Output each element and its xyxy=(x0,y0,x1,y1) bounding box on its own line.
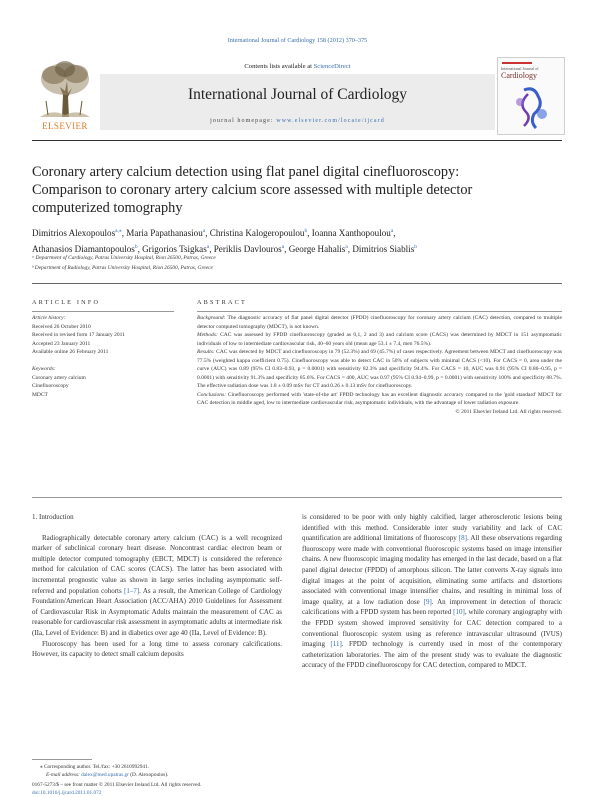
publisher-name: ELSEVIER xyxy=(42,121,88,131)
author-name[interactable]: , Dimitrios Siablis xyxy=(347,244,415,255)
issn-block xyxy=(32,781,282,797)
paragraph xyxy=(32,533,282,639)
email-line xyxy=(32,771,282,779)
results-text: CAC was detected by MDCT and cinefluoroscopy in 79 (52.3%) and 69 (45.7%) of cases respectively. Agreement between MDCT and cinefluoroscopy was 77.5% (weighted kappa coefficient 0.75). Cinefluoroscopy was able to detect CAC in 50% of subjects with minimal CACS (<10). For CACS = 0, area under the curve (AUC) was 0.89 (95% CI 0.83–0.93, p = 0.0001) with sensitivity 82.3% and specificity 94.4%. For CACS = 10, AUC was 0.91 (95% CI 0.86–0.95, p = 0.0001) with sensitivity 91.3% and specificity 85.6%. For CACS = 400, AUC was 0.97 (95% CI 0.94–0.99, p = 0.0001) with sensitivity 100% and specificity 88.7%. The effective radiation dose was 1.8 ± 0.09 mSv for CT and 0.26 ± 0.13 mSv for cinefluoroscopy. xyxy=(197,349,562,389)
background-text: The diagnostic accuracy of flat panel digital detector (FPDD) cinefluoroscopy for coronary artery calcium (CAC) detection, compared to multiple detector computed tomography (MDCT), is not known. xyxy=(197,315,562,330)
doi-link[interactable]: doi:10.1016/j.ijcard.2011.01.072 xyxy=(32,790,102,796)
paragraph-text: . FPDD technology is currently used in most of the contemporary catheterization laboratories. The aim of the present study was to evaluate the diagnostic accuracy of the FPDD cinefluoroscopy for CAC detection, compared to MDCT. xyxy=(302,640,562,670)
citation-link[interactable]: [10] xyxy=(453,608,465,617)
methods-label: Methods: xyxy=(197,332,218,338)
sciencedirect-link[interactable]: ScienceDirect xyxy=(313,63,351,70)
author-name[interactable]: , Maria Papathanasiou xyxy=(121,228,203,239)
conclusions-label: Conclusions: xyxy=(197,391,227,398)
affiliation-b: ᵇ Department of Radiology, Patras University Hospital, Rion 26500, Patras, Greece xyxy=(32,264,213,271)
author-name[interactable]: , George Hahalis xyxy=(284,244,346,255)
paragraph-text: , while coronary angiography with the FPDD system showed improved sensitivity for CAC detection compared to a conventional fluoroscopic system using as reference intravascular ultrasound (IVUS) imaging xyxy=(302,608,562,649)
title-line-1: Coronary artery calcium detection using flat panel digital cinefluoroscopy: xyxy=(32,164,460,180)
author-affil-sup[interactable]: a xyxy=(281,244,285,251)
email-label: E-mail address: xyxy=(46,772,82,778)
footnote xyxy=(32,763,282,779)
keyword: Cinefluoroscopy xyxy=(32,383,69,389)
homepage-prefix: journal homepage: xyxy=(210,118,277,124)
methods-text: CAC was assessed by FPDD cinefluoroscopy (graded as 0,1, 2 and 3) and calcium score (CACS) was determined by MDCT in 151 asymptomatic individuals of low to intermediate cardiovascular risk, 40–60 years old (mean age 53.1 ± 7.4, men 76.5%). xyxy=(197,332,562,347)
section-heading: 1. Introduction xyxy=(32,513,74,521)
journal-homepage xyxy=(100,118,495,124)
author-affil-sup[interactable]: a xyxy=(202,228,206,234)
journal-title: International Journal of Cardiology xyxy=(187,86,408,103)
author-affil-sup[interactable]: a,⁎ xyxy=(115,228,122,234)
footnote-rule xyxy=(32,759,92,760)
body-right-column xyxy=(302,512,562,671)
affiliation-a: ᵃ Department of Cardiology, Patras University Hospital, Rion 26500, Patras, Greece xyxy=(32,255,216,261)
affiliations xyxy=(32,254,562,273)
history-received: Received 26 October 2010 xyxy=(32,323,91,330)
article-info xyxy=(32,314,174,399)
contents-line xyxy=(100,63,495,70)
paragraph-text: . All these observations regarding fluoroscopy were made with conventional fluoroscopic systems based on image intensifier chains. A new fluoroscopic imaging modality has emerged in the last decade, based on a flat panel digital detector (FPDD) of amorphous silicon. The latter converts X-ray signals into digital images at the point of acquisition, eliminating some artifacts and distortions associated with conventional image intensifier chains, and resulting in minimal loss of image quality, at a low radiation dose xyxy=(302,534,562,606)
results-label: Results: xyxy=(197,349,215,355)
journal-reference[interactable]: International Journal of Cardiology 158 (2012) 370–375 xyxy=(227,37,368,44)
author-name[interactable]: , Ioanna Xanthopoulou xyxy=(307,228,391,239)
abstract-background xyxy=(197,314,562,331)
contents-prefix: Contents lists available at xyxy=(244,63,314,70)
issn-line: 0167-5273/$ – see front matter © 2011 Elsevier Ireland Ltd. All rights reserved. xyxy=(32,782,202,788)
article-info-heading: ARTICLE INFO xyxy=(32,299,101,306)
citation-link[interactable]: [8] xyxy=(458,534,467,543)
abstract-body xyxy=(197,314,562,416)
paragraph xyxy=(302,512,562,671)
author-list xyxy=(32,224,562,256)
author-affil-sup[interactable]: a xyxy=(390,228,394,234)
citation-link[interactable]: [9] xyxy=(423,597,432,606)
paragraph: Fluoroscopy has been used for a long time to assess coronary calcifications. However, its capacity to detect small calcium deposits xyxy=(32,639,282,659)
author-affil-sup[interactable]: a xyxy=(206,244,210,251)
citation-link[interactable]: [1–7] xyxy=(124,586,140,595)
keywords-label: Keywords: xyxy=(32,366,56,372)
abstract-conclusions xyxy=(197,391,562,408)
history-online: Available online 26 February 2011 xyxy=(32,349,109,355)
cover-heart-illustration xyxy=(504,84,558,130)
author-affil-sup[interactable]: b xyxy=(134,244,138,251)
author-name[interactable]: , Grigorios Tsigkas xyxy=(137,244,207,255)
corresponding-author: ⁎ Corresponding author. Tel./fax: +30 2610992941. xyxy=(40,764,150,770)
abstract-results xyxy=(197,348,562,391)
email-suffix: (D. Alexopoulos). xyxy=(128,772,169,778)
author-name[interactable]: , Christina Kalogeropoulou xyxy=(205,228,305,239)
paragraph-text: . An improvement in detection of thoracic calcifications with a FPDD system has been reported xyxy=(302,597,563,617)
header-rule xyxy=(32,140,562,141)
homepage-link[interactable]: www.elsevier.com/locate/ijcard xyxy=(276,118,385,124)
paragraph-text: . As a result, the American College of Cardiology Foundation/American Heart Association (ACC/AHA) 2010 Guidelines for Assessment of Cardiovascular Risk in Asymptomatic Adults maintain the measurement of CAC as reasonable for cardiovascular risk assessment in asymptomatic adults at intermediate risk (IIa, Level of Evidence: B) and in diabetics over age 40 (IIa, Level of Evidence: B). xyxy=(32,586,282,637)
section-rule xyxy=(32,283,562,284)
paragraph-text: is considered to be poor with only highly calcified, larger atherosclerotic lesions being identified with this method. Considerable inter study variability and lack of CAC quantification are additional limitations of fluoroscopy xyxy=(302,513,562,543)
author-name[interactable]: , Periklis Davlouros xyxy=(209,244,282,255)
background-label: Background: xyxy=(197,315,226,321)
cover-title: Cardiology xyxy=(501,71,537,80)
article-title xyxy=(32,163,562,217)
conclusions-text: Cinefluoroscopy performed with 'state-of-the art' FPDD technology has an excellent diagnostic accuracy compared to the 'gold standard' MDCT for CAC detection in middle aged, low to intermediate cardiovascular risk, asymptomatic individuals, with the advantage of lower radiation exposure. xyxy=(197,391,562,406)
keyword: MDCT xyxy=(32,391,48,398)
author-name[interactable]: Athanasios Diamantopoulos xyxy=(32,244,135,255)
keyword: Coronary artery calcium xyxy=(32,374,86,381)
author-affil-sup[interactable]: b xyxy=(304,228,308,234)
info-rule xyxy=(32,311,174,312)
author-name[interactable]: Dimitrios Alexopoulos xyxy=(32,228,116,239)
title-line-3: computerized tomography xyxy=(32,200,183,216)
paragraph-text: Radiographically detectable coronary artery calcium (CAC) is a well recognized marker of subclinical coronary heart disease. Noncontrast cardiac electron beam or multiple detector computed tomography (EBCT, MDCT) is considered the reference method for calculation of CAC scores (CACS). The latter has been associated with incremental prognostic value as shown in large series including asymptomatic self-referred and population cohorts xyxy=(32,533,282,595)
history-accepted: Accepted 23 January 2011 xyxy=(32,340,91,347)
abstract-rule xyxy=(197,311,562,312)
citation-link[interactable]: [11] xyxy=(330,640,342,649)
email-link[interactable]: dalex@med.upatras.gr xyxy=(81,772,129,778)
abstract-methods xyxy=(197,331,562,348)
abstract-heading: ABSTRACT xyxy=(197,299,247,306)
author-affil-sup[interactable]: a xyxy=(345,244,348,251)
title-line-2: Comparison to coronary artery calcium score assessed with multiple detector xyxy=(32,182,473,198)
history-label: Article history: xyxy=(32,315,66,321)
author-affil-sup[interactable]: b xyxy=(414,244,417,251)
journal-cover-thumbnail[interactable]: International Journal of Cardiology xyxy=(497,57,565,135)
history-revised: Received in revised form 17 January 2011 xyxy=(32,332,125,338)
body-left-column xyxy=(32,512,282,660)
abstract-copyright: © 2011 Elsevier Ireland Ltd. All rights reserved. xyxy=(455,408,562,415)
body-rule xyxy=(32,497,562,498)
authors-line-1: Dimitrios Alexopoulos$^{a,⁎}$, Maria Papathanasiou$^a$, Christina Kalogeropoulou$^b$, Ioanna Xanthopoulou$^a$, xyxy=(32,228,396,239)
